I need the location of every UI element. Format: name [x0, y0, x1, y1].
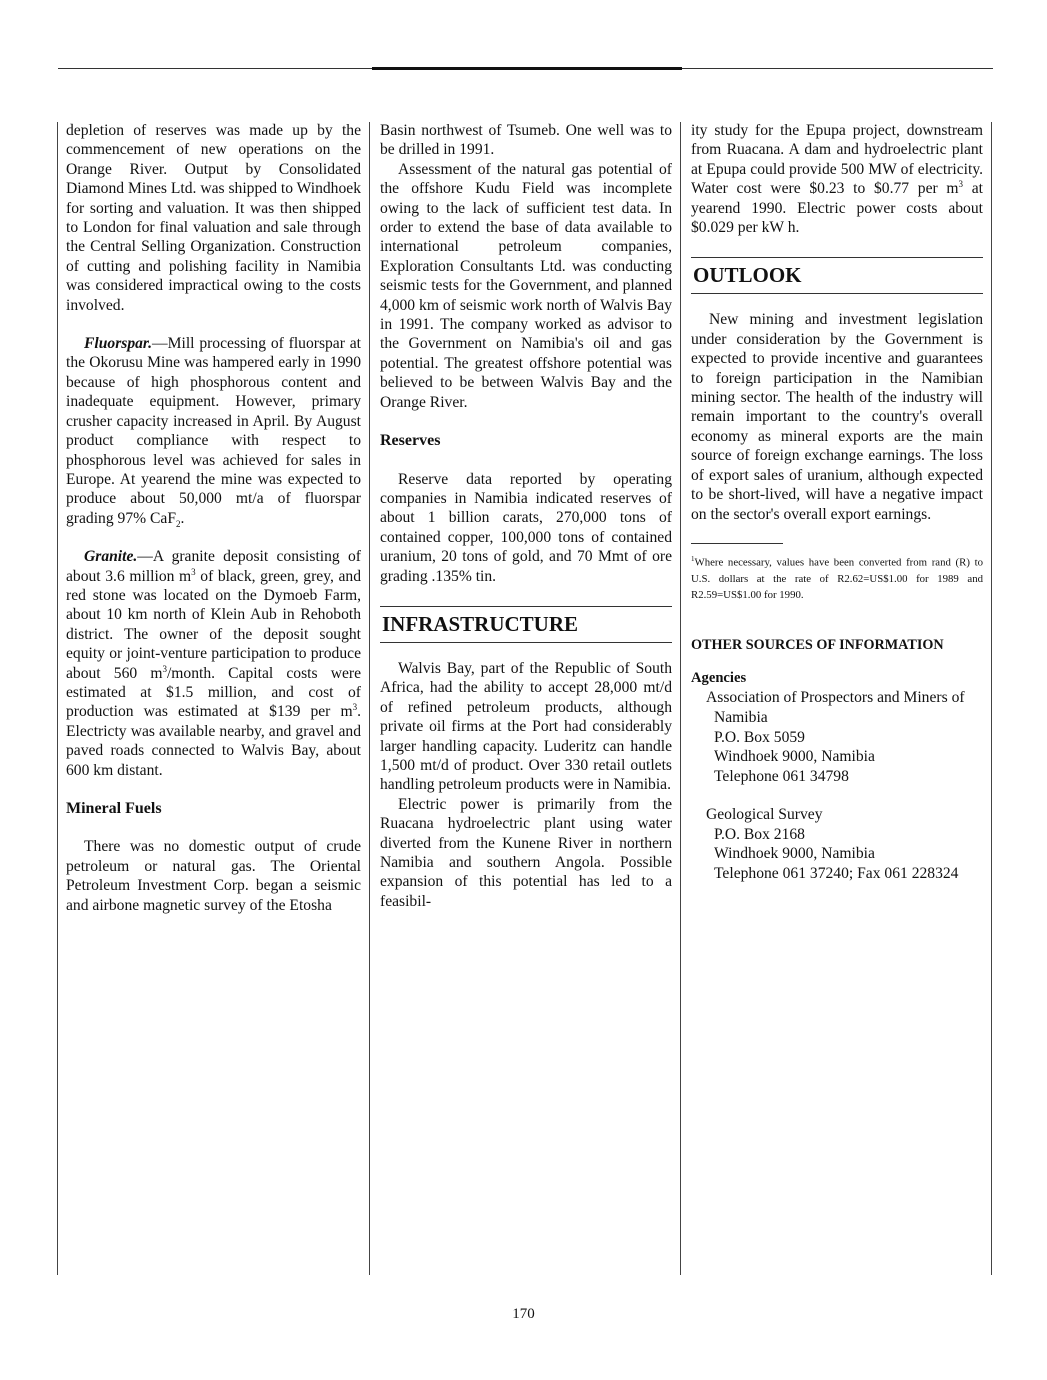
subscript: 2 [176, 518, 181, 529]
page-number: 170 [512, 1306, 535, 1322]
agency-entry [691, 805, 983, 883]
top-rule-accent [372, 67, 682, 70]
fluorspar-text: —Mill processing of fluorspar at the Okorusu Mine was hampered early in 1990 because of high phosphorous content and inadequate equipment. However, primary crusher capacity increased in April. By August product compliance with respect to phosphorous level was achieved for sales in Europe. At yearend the mine was expected to produce about 50,000 mt/a of fluorspar grading 97% CaF [66, 335, 361, 527]
agency-name: Namibia [714, 708, 768, 726]
granite-text: . Electricty was available nearby, and gravel and paved roads connected to Walvis Bay, about 600 km distant. [66, 703, 361, 779]
granite-title: Granite. [84, 548, 138, 566]
paragraph: Basin northwest of Tsumeb. One well was to be drilled in 1991. [380, 122, 672, 159]
paragraph [691, 121, 983, 237]
infrastructure-heading: INFRASTRUCTURE [380, 606, 672, 643]
granite-paragraph [66, 547, 361, 780]
paragraph: Electric power is primarily from the Ruacana hydroelectric plant using water diverted from the Kunene River in northern Namibia and southern Angola. Possible expansion of this potential has led to a feasibil- [380, 795, 672, 910]
column-rule-2 [680, 122, 681, 1275]
footnote-text: Where necessary, values have been converted from rand (R) to U.S. dollars at the rate of R2.62=US$1.00 for 1989 and R2.59=US$1.00 for 1990. [691, 556, 983, 601]
paragraph: New mining and investment legislation under consideration by the Government is expected to provide incentive and guarantees to foreign participation in the Namibian mining sector. The health of the industry will remain important to the country's overall economy as mineral exports are the main source of foreign exchange earnings. The loss of export sales of uranium, although expected to be short-lived, will have a negative impact on the sector's overall export earnings. [691, 311, 983, 523]
fluorspar-title: Fluorspar. [84, 335, 153, 353]
paragraph: Reserve data reported by operating companies in Namibia indicated reserves of about 1 billion carats, 270,000 tons of contained copper, 100,000 tons of contained uranium, 20 tons of gold, and 70 Mmt of ore grading .135% tin. [380, 470, 672, 585]
text: ity study for the Epupa project, downstream from Ruacana. A dam and hydroelectric plant at Epupa could provide 500 MW of electricity. Water cost were $0.23 to $0.77 per m [691, 122, 983, 198]
paragraph: depletion of reserves was made up by the commencement of new operations on the Orange River. Output by Consolidated Diamond Mines Ltd. was shipped to Windhoek for sorting and valuation. It was then shipped to London for final valuation and sale through the Central Selling Organization. Construction of cutting and polishing facility in Namibia was considered impractical owing to the costs involved. [66, 122, 361, 314]
agencies-heading: Agencies [691, 669, 747, 686]
agency-entry [691, 688, 983, 786]
superscript: 3 [352, 702, 358, 713]
other-sources-heading: OTHER SOURCES OF INFORMATION [691, 636, 944, 653]
column-rule-left [57, 122, 58, 1275]
granite-text: /month. Capital costs were estimated at $1.5 million, and cost of production was estimated at $139 per m [66, 664, 361, 721]
agency-name: Association of Prospectors and Miners of [706, 689, 965, 707]
outlook-heading: OUTLOOK [691, 257, 983, 294]
agency-phone: Telephone 061 34798 [714, 767, 849, 785]
footnote [691, 551, 983, 603]
text: at yearend 1990. Electric power costs about $0.029 per kW h. [691, 180, 983, 237]
paragraph: Assessment of the natural gas potential of the offshore Kudu Field was incomplete owing to the lack of sufficient test data. In order to extend the base of data available to international petroleum companies, Exploration Consultants Ltd. was conducting seismic tests for the Government, and planned 4,000 km of seismic work north of Walvis Bay in 1991. The company worked as advisor to the Government on Namibia's oil and gas potential. The greatest offshore potential was believed to be between Walvis Bay and the Orange River. [380, 160, 672, 411]
column-3 [691, 121, 983, 884]
agency-name: Geological Survey [706, 806, 823, 824]
superscript: 3 [162, 663, 167, 674]
column-2 [380, 121, 672, 911]
paragraph: There was no domestic output of crude petroleum or natural gas. The Oriental Petroleum Investment Corp. began a seismic and airbone magnetic survey of the Etosha [66, 838, 361, 914]
agency-phone: Telephone 061 37240; Fax 061 228324 [714, 865, 959, 883]
reserves-heading: Reserves [380, 432, 441, 450]
agency-city: Windhoek 9000, Namibia [714, 748, 875, 766]
footnote-mark: 1 [691, 554, 695, 563]
superscript: 3 [958, 179, 964, 190]
granite-text: of black, green, grey, and red stone was located on the Dymoeb Farm, about 10 km north of Klein Aub in Rehoboth district. The owner of the deposit sought equity or joint-venture participation to produce about 560 m [66, 567, 361, 682]
superscript: 3 [191, 566, 196, 577]
agency-box: P.O. Box 5059 [714, 728, 805, 746]
agency-box: P.O. Box 2168 [714, 825, 805, 843]
column-rule-right [991, 122, 992, 1275]
footnote-rule [691, 543, 783, 544]
paragraph: Walvis Bay, part of the Republic of South Africa, had the ability to accept 28,000 mt/d of refined petroleum products, although private oil firms at the Port had considerably larger handling capacity. Luderitz can handle 1,500 mt/d of product. Over 330 retail outlets handling petroleum products were in Namibia. [380, 659, 672, 794]
fluorspar-paragraph [66, 334, 361, 528]
fluorspar-end: . [180, 509, 185, 527]
column-1 [66, 121, 361, 915]
column-rule-1 [369, 122, 370, 1275]
granite-text: —A granite deposit consisting of about 3.6 million m [66, 548, 361, 585]
agency-city: Windhoek 9000, Namibia [714, 845, 875, 863]
mineral-fuels-heading: Mineral Fuels [66, 800, 162, 817]
